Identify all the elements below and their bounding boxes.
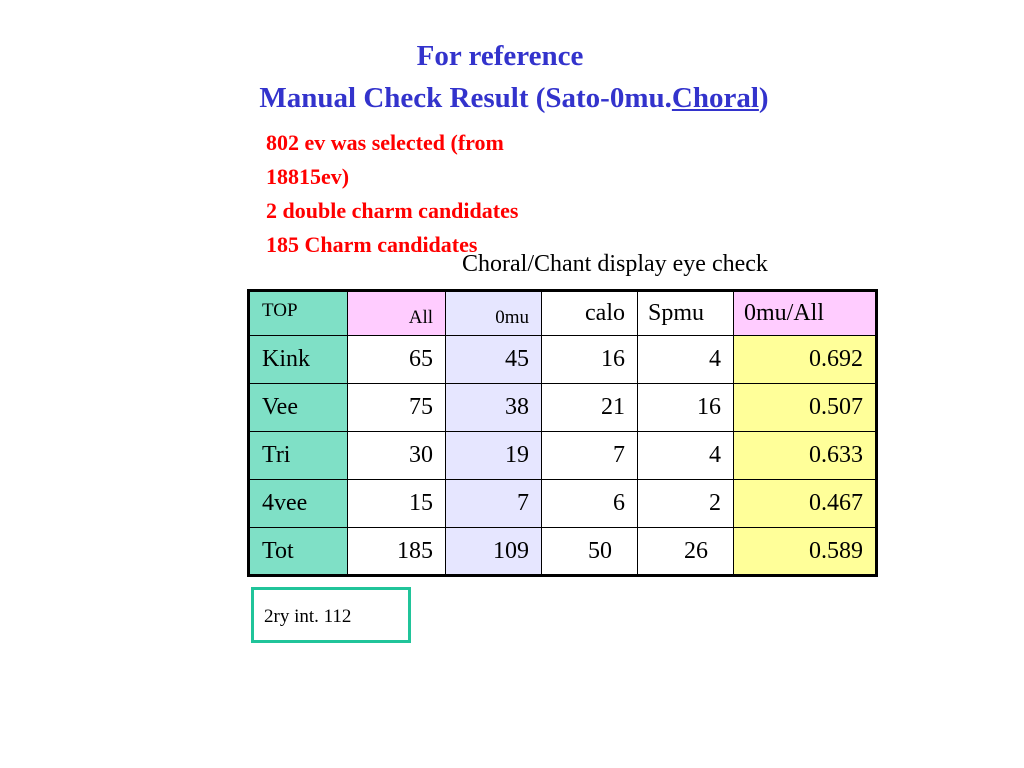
note-selected-events: 802 ev was selected (from: [266, 130, 504, 155]
header-top: TOP: [249, 291, 348, 336]
row-label: Kink: [249, 336, 348, 384]
cell-spmu: 2: [638, 480, 734, 528]
cell-all: 30: [348, 432, 446, 480]
row-label: Tot: [249, 528, 348, 576]
note-double-charm: 2 double charm candidates: [266, 198, 519, 223]
cell-calo: 21: [542, 384, 638, 432]
cell-0mu: 19: [446, 432, 542, 480]
cell-0mu: 109: [446, 528, 542, 576]
cell-ratio: 0.692: [734, 336, 877, 384]
header-0mu: 0mu: [446, 291, 542, 336]
table-row-total: [249, 528, 877, 576]
header-calo: calo: [542, 291, 638, 336]
cell-ratio: 0.633: [734, 432, 877, 480]
note-total-events: 18815ev): [266, 164, 350, 189]
cell-all: 75: [348, 384, 446, 432]
cell-0mu: 7: [446, 480, 542, 528]
title-choral: Choral: [671, 82, 759, 114]
cell-spmu: 26: [638, 528, 734, 576]
cell-0mu: 45: [446, 336, 542, 384]
cell-0mu: 38: [446, 384, 542, 432]
title-suffix: ): [758, 82, 769, 114]
cell-all: 65: [348, 336, 446, 384]
cell-all: 185: [348, 528, 446, 576]
title-prefix: Manual Check Result (Sato-0mu.: [259, 82, 672, 114]
table-header-row: [249, 291, 877, 336]
results-table: [247, 289, 878, 577]
table-row: [249, 480, 877, 528]
slide-title-line1: For reference: [416, 40, 584, 72]
cell-spmu: 4: [638, 432, 734, 480]
table-caption: Choral/Chant display eye check: [462, 251, 768, 277]
cell-ratio: 0.507: [734, 384, 877, 432]
row-label: Tri: [249, 432, 348, 480]
secondary-interaction-box: 2ry int. 112: [251, 587, 411, 643]
cell-ratio: 0.589: [734, 528, 877, 576]
slide-title-line2: [2, 81, 1024, 115]
header-ratio: 0mu/All: [734, 291, 877, 336]
header-all: All: [348, 291, 446, 336]
cell-calo: 50: [542, 528, 638, 576]
cell-spmu: 16: [638, 384, 734, 432]
row-label: Vee: [249, 384, 348, 432]
cell-calo: 7: [542, 432, 638, 480]
cell-calo: 6: [542, 480, 638, 528]
cell-all: 15: [348, 480, 446, 528]
cell-spmu: 4: [638, 336, 734, 384]
note-charm-candidates: 185 Charm candidates: [266, 232, 478, 257]
cell-ratio: 0.467: [734, 480, 877, 528]
header-spmu: Spmu: [638, 291, 734, 336]
table-row: [249, 336, 877, 384]
row-label: 4vee: [249, 480, 348, 528]
cell-calo: 16: [542, 336, 638, 384]
table-row: [249, 384, 877, 432]
table-row: [249, 432, 877, 480]
